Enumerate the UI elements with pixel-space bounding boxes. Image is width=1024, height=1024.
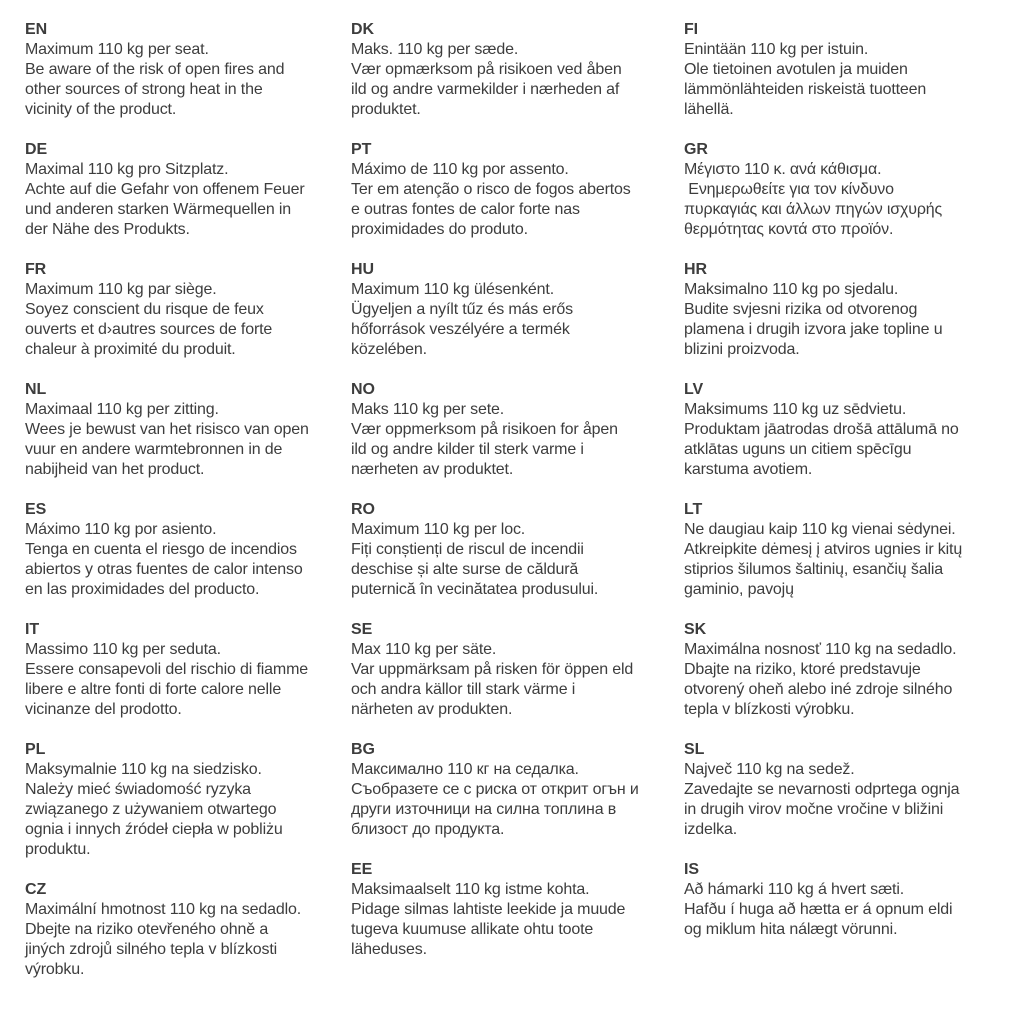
warning-text-line: θερμότητας κοντά στο προϊόν. bbox=[684, 221, 894, 238]
warning-text-line: Produktam jāatrodas drošā attālumā no bbox=[684, 421, 959, 438]
warning-text-line: Съобразете се с риска от открит огън и bbox=[351, 781, 639, 798]
language-code-label: GR bbox=[684, 141, 708, 158]
warning-text-line: vuur en andere warmtebronnen in de bbox=[25, 441, 283, 458]
language-code-label: EE bbox=[351, 861, 373, 878]
warning-text-line: Maximaal 110 kg per zitting. bbox=[25, 401, 219, 418]
warning-text-line: Zavedajte se nevarnosti odprtega ognja bbox=[684, 781, 960, 798]
warning-text-line: produktu. bbox=[25, 841, 91, 858]
warning-text-line: Budite svjesni rizika od otvorenog bbox=[684, 301, 918, 318]
language-code-label: HR bbox=[684, 261, 707, 278]
warning-text-line: Maksimums 110 kg uz sēdvietu. bbox=[684, 401, 907, 418]
language-code-label: PL bbox=[25, 741, 46, 758]
warning-text-line: Ter em atenção o risco de fogos abertos bbox=[351, 181, 631, 198]
language-block-bg bbox=[351, 740, 684, 840]
warning-text-line: produktet. bbox=[351, 101, 421, 118]
warning-text-line: vicinity of the product. bbox=[25, 101, 177, 118]
warning-text-line: Maximálna nosnosť 110 kg na sedadlo. bbox=[684, 641, 957, 658]
warning-text-line: Pidage silmas lahtiste leekide ja muude bbox=[351, 901, 626, 918]
warning-text-line: atklātas uguns un citiem spēcīgu bbox=[684, 441, 912, 458]
language-block-ro bbox=[351, 500, 684, 600]
warning-text-line: Atkreipkite dėmesį į atviros ugnies ir kitų bbox=[684, 541, 963, 558]
language-block-nl bbox=[25, 380, 351, 480]
language-code-label: SL bbox=[684, 741, 705, 758]
language-code-label: RO bbox=[351, 501, 375, 518]
warning-text-line: πυρκαγιάς και άλλων πηγών ισχυρής bbox=[684, 201, 943, 218]
warning-text-line: Maximum 110 kg ülésenként. bbox=[351, 281, 555, 298]
language-block-fi bbox=[684, 20, 1020, 120]
warning-text-line: Ole tietoinen avotulen ja muiden bbox=[684, 61, 908, 78]
language-block-hr bbox=[684, 260, 1020, 360]
warning-text-line: други източници на силна топлина в bbox=[351, 801, 617, 818]
warning-text-line: Tenga en cuenta el riesgo de incendios bbox=[25, 541, 297, 558]
language-block-sk bbox=[684, 620, 1020, 720]
warning-text-line: Należy mieć świadomość ryzyka bbox=[25, 781, 251, 798]
language-block-se bbox=[351, 620, 684, 720]
warning-text-line: abiertos y otras fuentes de calor intenso bbox=[25, 561, 303, 578]
warning-text-line: Máximo 110 kg por asiento. bbox=[25, 521, 217, 538]
warning-text-line: lämmönlähteiden riskeistä tuotteen bbox=[684, 81, 927, 98]
warning-text-line: Ügyeljen a nyílt tűz és más erős bbox=[351, 301, 573, 318]
warning-text-line: läheduses. bbox=[351, 941, 427, 958]
language-block-hu bbox=[351, 260, 684, 360]
warning-text-line: og miklum hita nálægt vörunni. bbox=[684, 921, 898, 938]
warning-text-line: výrobku. bbox=[25, 961, 85, 978]
warning-text-line: karstuma avotiem. bbox=[684, 461, 813, 478]
warning-text-line: Največ 110 kg na sedež. bbox=[684, 761, 855, 778]
language-block-es bbox=[25, 500, 351, 600]
warning-text-line: ognia i innych źródeł ciepła w pobliżu bbox=[25, 821, 283, 838]
warning-text-line: lähellä. bbox=[684, 101, 734, 118]
language-code-label: LV bbox=[684, 381, 704, 398]
warning-text-line: hőforrások veszélyére a termék bbox=[351, 321, 570, 338]
warning-text-line: gaminio, pavojų bbox=[684, 581, 794, 598]
warning-text-line: plamena i drugih izvora jake topline u bbox=[684, 321, 943, 338]
warning-text-line: Vær oppmerksom på risikoen for åpen bbox=[351, 421, 618, 438]
warning-text-line: Wees je bewust van het risisco van open bbox=[25, 421, 309, 438]
language-block-pl bbox=[25, 740, 351, 860]
warning-text-line: Maximum 110 kg per seat. bbox=[25, 41, 209, 58]
language-column-middle bbox=[351, 20, 684, 980]
language-code-label: IS bbox=[684, 861, 699, 878]
warning-text-line: libere e altre fonti di forte calore nelle bbox=[25, 681, 282, 698]
language-code-label: CZ bbox=[25, 881, 47, 898]
language-block-de bbox=[25, 140, 351, 240]
warning-text-line: Maksimaalselt 110 kg istme kohta. bbox=[351, 881, 590, 898]
language-code-label: BG bbox=[351, 741, 375, 758]
language-block-fr bbox=[25, 260, 351, 360]
warning-text-line: związanego z używaniem otwartego bbox=[25, 801, 277, 818]
language-code-label: FR bbox=[25, 261, 47, 278]
warning-text-line: Maksymalnie 110 kg na siedzisko. bbox=[25, 761, 262, 778]
language-block-cz bbox=[25, 880, 351, 980]
language-code-label: ES bbox=[25, 501, 47, 518]
warning-text-line: puternică în vecinătatea produsului. bbox=[351, 581, 599, 598]
warning-text-line: Soyez conscient du risque de feux bbox=[25, 301, 264, 318]
warning-text-line: jiných zdrojů silného tepla v blízkosti bbox=[25, 941, 278, 958]
warning-text-line: Ενημερωθείτε για τον κίνδυνο bbox=[684, 181, 894, 198]
warning-text-line: közelében. bbox=[351, 341, 427, 358]
language-code-label: HU bbox=[351, 261, 374, 278]
warning-text-line: vicinanze del prodotto. bbox=[25, 701, 182, 718]
warning-text-line: en las proximidades del producto. bbox=[25, 581, 260, 598]
warning-text-line: und anderen starken Wärmequellen in bbox=[25, 201, 292, 218]
warning-text-line: deschise și alte surse de căldură bbox=[351, 561, 579, 578]
warning-text-line: Hafðu í huga að hætta er á opnum eldi bbox=[684, 901, 953, 918]
language-code-label: PT bbox=[351, 141, 372, 158]
language-code-label: DE bbox=[25, 141, 48, 158]
warning-text-line: e outras fontes de calor forte nas bbox=[351, 201, 580, 218]
language-code-label: NO bbox=[351, 381, 375, 398]
language-block-no bbox=[351, 380, 684, 480]
language-block-gr bbox=[684, 140, 1020, 240]
warning-text-line: Max 110 kg per säte. bbox=[351, 641, 497, 658]
language-block-pt bbox=[351, 140, 684, 240]
warning-text-line: blizini proizvoda. bbox=[684, 341, 800, 358]
language-code-label: SE bbox=[351, 621, 373, 638]
warning-text-line: Maks. 110 kg per sæde. bbox=[351, 41, 519, 58]
language-block-it bbox=[25, 620, 351, 720]
warning-text-line: ouverts et d›autres sources de forte bbox=[25, 321, 273, 338]
warning-text-line: tepla v blízkosti výrobku. bbox=[684, 701, 855, 718]
warning-text-line: Ne daugiau kaip 110 kg vienai sėdynei. bbox=[684, 521, 956, 538]
language-code-label: DK bbox=[351, 21, 374, 38]
warning-text-line: nabijheid van het product. bbox=[25, 461, 205, 478]
warning-text-line: izdelka. bbox=[684, 821, 738, 838]
warning-text-line: tugeva kuumuse allikate ohtu toote bbox=[351, 921, 594, 938]
warning-text-line: Dbajte na riziko, ktoré predstavuje bbox=[684, 661, 921, 678]
warning-text-line: близост до продукта. bbox=[351, 821, 505, 838]
warning-text-line: Maksimalno 110 kg po sjedalu. bbox=[684, 281, 899, 298]
warning-text-line: Fiți conștienți de riscul de incendii bbox=[351, 541, 584, 558]
warning-text-line: proximidades do produto. bbox=[351, 221, 528, 238]
warning-text-line: Máximo de 110 kg por assento. bbox=[351, 161, 569, 178]
warning-text-line: ild og andre kilder til sterk varme i bbox=[351, 441, 584, 458]
language-block-dk bbox=[351, 20, 684, 120]
warning-text-line: Achte auf die Gefahr von offenem Feuer bbox=[25, 181, 305, 198]
warning-text-line: der Nähe des Produkts. bbox=[25, 221, 190, 238]
warning-text-line: nærheten av produktet. bbox=[351, 461, 514, 478]
warning-text-line: Μέγιστο 110 κ. ανά κάθισμα. bbox=[684, 161, 882, 178]
language-column-left bbox=[25, 20, 351, 1000]
warning-text-line: Максимално 110 кг на седалка. bbox=[351, 761, 579, 778]
language-code-label: SK bbox=[684, 621, 707, 638]
warning-text-line: Var uppmärksam på risken för öppen eld bbox=[351, 661, 634, 678]
warning-text-line: other sources of strong heat in the bbox=[25, 81, 263, 98]
language-code-label: FI bbox=[684, 21, 699, 38]
language-code-label: EN bbox=[25, 21, 48, 38]
warning-text-line: Enintään 110 kg per istuin. bbox=[684, 41, 869, 58]
warning-text-line: Massimo 110 kg per seduta. bbox=[25, 641, 221, 658]
warning-text-line: Maximum 110 kg per loc. bbox=[351, 521, 526, 538]
language-column-right bbox=[684, 20, 1020, 960]
warning-text-line: in drugih virov močne vročine v bližini bbox=[684, 801, 944, 818]
language-block-lv bbox=[684, 380, 1020, 480]
warning-text-line: Be aware of the risk of open fires and bbox=[25, 61, 285, 78]
language-code-label: LT bbox=[684, 501, 703, 518]
language-block-is bbox=[684, 860, 1020, 940]
warning-text-line: Maximum 110 kg par siège. bbox=[25, 281, 217, 298]
language-code-label: IT bbox=[25, 621, 40, 638]
warning-text-line: stiprios šilumos šaltinių, esančių šalia bbox=[684, 561, 944, 578]
warning-text-line: Dbejte na riziko otevřeného ohně a bbox=[25, 921, 269, 938]
warning-text-line: ild og andre varmekilder i nærheden af bbox=[351, 81, 620, 98]
warning-text-line: och andra källor till stark värme i bbox=[351, 681, 576, 698]
warning-text-line: Að hámarki 110 kg á hvert sæti. bbox=[684, 881, 905, 898]
warning-text-line: otvorený oheň alebo iné zdroje silného bbox=[684, 681, 953, 698]
warning-text-line: Vær opmærksom på risikoen ved åben bbox=[351, 61, 622, 78]
language-block-ee bbox=[351, 860, 684, 960]
language-block-sl bbox=[684, 740, 1020, 840]
warning-text-line: Maximální hmotnost 110 kg na sedadlo. bbox=[25, 901, 302, 918]
warning-text-line: närheten av produkten. bbox=[351, 701, 513, 718]
language-code-label: NL bbox=[25, 381, 47, 398]
warning-text-line: chaleur à proximité du produit. bbox=[25, 341, 236, 358]
warning-text-line: Essere consapevoli del rischio di fiamme bbox=[25, 661, 309, 678]
warning-text-line: Maximal 110 kg pro Sitzplatz. bbox=[25, 161, 229, 178]
language-block-lt bbox=[684, 500, 1020, 600]
language-block-en bbox=[25, 20, 351, 120]
warning-text-line: Maks 110 kg per sete. bbox=[351, 401, 505, 418]
